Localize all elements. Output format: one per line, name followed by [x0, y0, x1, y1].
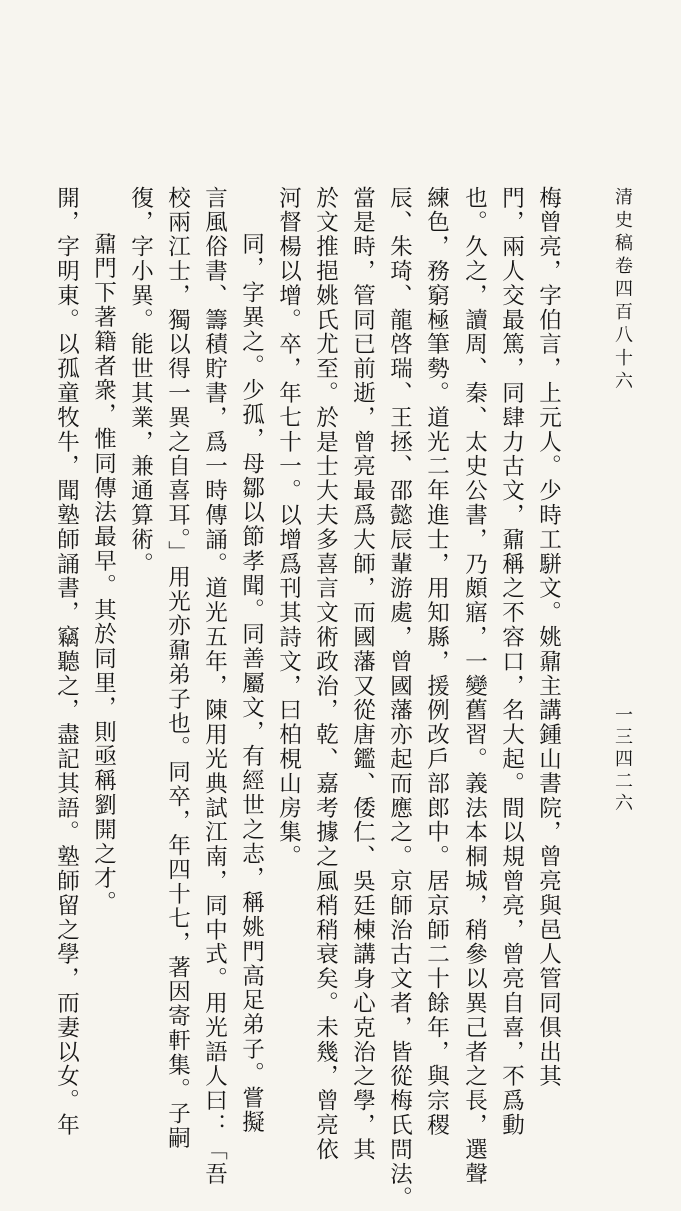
text-column: 辰、朱琦、龍啓瑞、王拯、邵懿辰輩游處，曾國藩亦起而應之。京師治古文者，皆從梅氏問法。: [386, 186, 413, 1211]
text-column: 門，兩人交最篤，同肆力古文，鼐稱之不容口，名大起。間以規曾亮，曾亮自喜，不爲動: [498, 186, 525, 1138]
text-column: 同，字異之。少孤，母鄒以節孝聞。同善屬文，有經世之志，稱姚門高足弟子。嘗擬: [238, 232, 265, 1135]
text-column: 梅曾亮，字伯言，上元人。少時工駢文。姚鼐主講鍾山書院，曾亮與邑人管同俱出其: [535, 186, 562, 1089]
text-column: 練色，務窮極筆勢。道光二年進士，用知縣，援例改戶部郎中。居京師二十餘年，與宗稷: [423, 186, 450, 1138]
text-column: 校兩江士，獨以得一異之自喜耳。」用光亦鼐弟子也。同卒，年四十七，著因寄軒集。子嗣: [164, 186, 191, 1151]
text-column: 鼐門下著籍者衆，惟同傳法最早。其於同里，則亟稱劉開之才。: [90, 232, 117, 916]
text-column: 當是時，管同已前逝，曾亮最爲大師，而國藩又從唐鑑、倭仁、吳廷棟講身心克治之學，其: [349, 186, 376, 1162]
text-column: 復，字小異。能世其業，兼通算術。: [127, 186, 154, 577]
text-column: 也。久之，讀周、秦、太史公書，乃頗寤，一變舊習。義法本桐城，稍參以異己者之長，選聲: [461, 186, 488, 1187]
text-column: 河督楊以增。卒，年七十一。以增爲刊其詩文，曰柏梘山房集。: [275, 186, 302, 870]
text-column: 於文推挹姚氏尤至。於是士大夫多喜言文術政治，乾、嘉考據之風稍稍衰矣。未幾，曾亮依: [312, 186, 339, 1162]
page-number: 一三四二六: [612, 705, 633, 815]
text-column: 言風俗書、籌積貯書，爲一時傳誦。道光五年，陳用光典試江南，同中式。用光語人曰：「吾: [201, 186, 228, 1187]
running-header: 清史稿卷四百八十六: [612, 187, 633, 394]
text-column: 開，字明東。以孤童牧牛，聞塾師誦書，竊聽之，盡記其語。塾師留之學，而妻以女。年: [53, 186, 80, 1138]
